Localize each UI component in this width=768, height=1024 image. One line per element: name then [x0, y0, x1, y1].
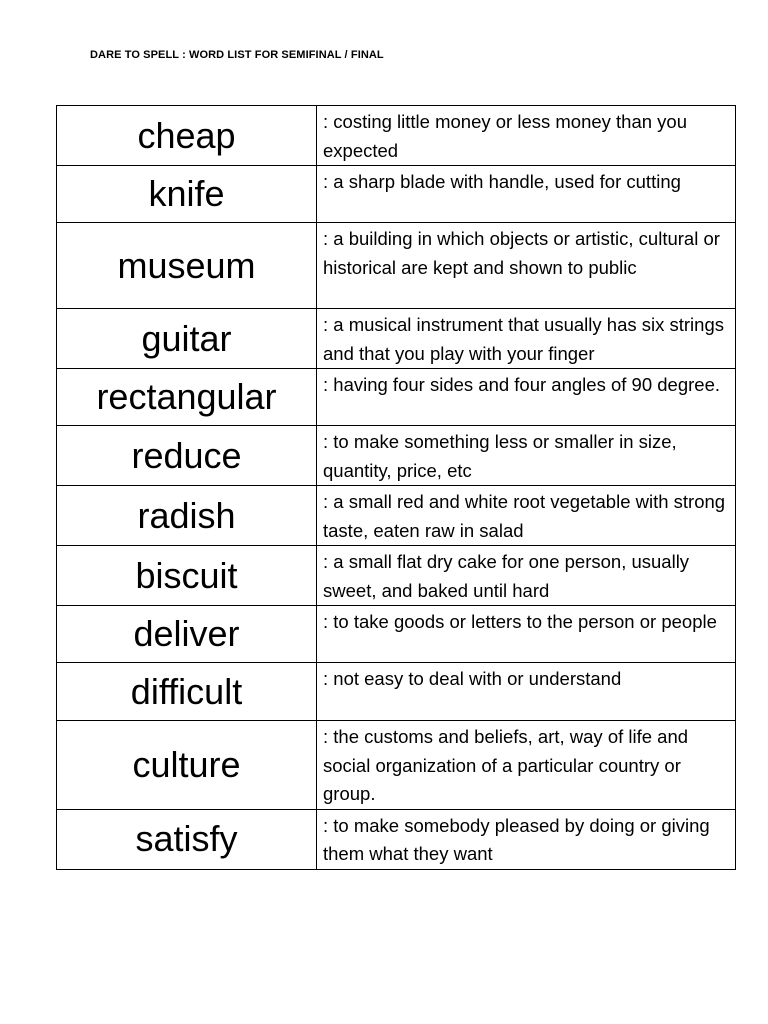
word-cell: deliver	[57, 606, 317, 663]
word-cell: cheap	[57, 106, 317, 166]
table-row	[57, 369, 736, 426]
definition-cell: : costing little money or less money than you expected	[317, 106, 736, 166]
word-cell: rectangular	[57, 369, 317, 426]
word-cell: knife	[57, 166, 317, 223]
definition-cell: : to make somebody pleased by doing or giving them what they want	[317, 809, 736, 869]
word-cell: culture	[57, 721, 317, 810]
table-row	[57, 106, 736, 166]
table-row	[57, 606, 736, 663]
table-row	[57, 223, 736, 309]
table-row	[57, 426, 736, 486]
table-row	[57, 663, 736, 721]
table-row	[57, 809, 736, 869]
definition-cell: : a small flat dry cake for one person, usually sweet, and baked until hard	[317, 546, 736, 606]
word-cell: guitar	[57, 309, 317, 369]
table-row	[57, 721, 736, 810]
definition-cell: : having four sides and four angles of 90 degree.	[317, 369, 736, 426]
table-row	[57, 166, 736, 223]
document-title: DARE TO SPELL : WORD LIST FOR SEMIFINAL / FINAL	[90, 49, 384, 61]
word-list-table	[56, 105, 736, 870]
table-row	[57, 486, 736, 546]
definition-cell: : a building in which objects or artistic, cultural or historical are kept and shown to public	[317, 223, 736, 309]
word-cell: reduce	[57, 426, 317, 486]
word-cell: museum	[57, 223, 317, 309]
word-cell: biscuit	[57, 546, 317, 606]
definition-cell: : to take goods or letters to the person or people	[317, 606, 736, 663]
table-row	[57, 546, 736, 606]
definition-cell: : not easy to deal with or understand	[317, 663, 736, 721]
definition-cell: : a small red and white root vegetable with strong taste, eaten raw in salad	[317, 486, 736, 546]
word-cell: difficult	[57, 663, 317, 721]
word-cell: satisfy	[57, 809, 317, 869]
definition-cell: : to make something less or smaller in size, quantity, price, etc	[317, 426, 736, 486]
definition-cell: : a sharp blade with handle, used for cutting	[317, 166, 736, 223]
definition-cell: : the customs and beliefs, art, way of life and social organization of a particular country or group.	[317, 721, 736, 810]
table-row	[57, 309, 736, 369]
word-cell: radish	[57, 486, 317, 546]
definition-cell: : a musical instrument that usually has six strings and that you play with your finger	[317, 309, 736, 369]
